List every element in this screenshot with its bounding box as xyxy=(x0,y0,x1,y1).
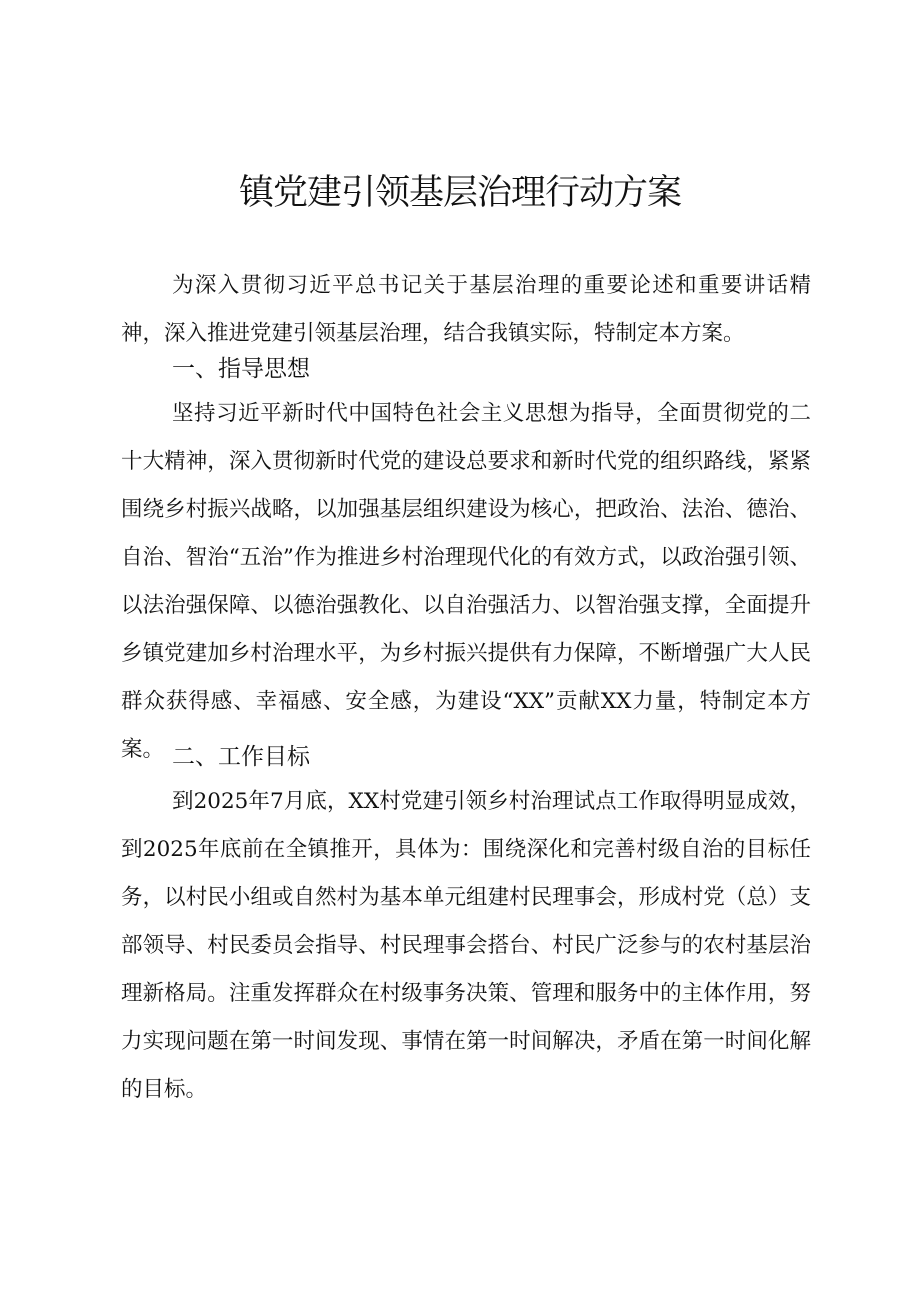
intro-paragraph: 为深入贯彻习近平总书记关于基层治理的重要论述和重要讲话精神，深入推进党建引领基层治理，结合我镇实际，特制定本方案。 xyxy=(121,273,811,346)
document-title: 镇党建引领基层治理行动方案 xyxy=(238,173,681,213)
section-heading-guiding-ideology: 一、指导思想 xyxy=(172,356,310,382)
section-body-guiding-ideology: 坚持习近平新时代中国特色社会主义思想为指导，全面贯彻党的二十大精神，深入贯彻新时代党的建设总要求和新时代党的组织路线，紧紧围绕乡村振兴战略，以加强基层组织建设为核心，把政治、法治、德治、自治、智治“五治”作为推进乡村治理现代化的有效方式，以政治强引领、以法治强保障、以德治强教化、以自治强活力、以智治强支撑，全面提升乡镇党建加乡村治理水平，为乡村振兴提供有力保障，不断增强广大人民群众获得感、幸福感、安全感，为建设“XX”贡献XX力量，特制定本方案。 xyxy=(121,401,811,762)
section-heading-work-goals: 二、工作目标 xyxy=(172,744,310,770)
section-body-work-goals: 到2025年7月底，XX村党建引领乡村治理试点工作取得明显成效，到2025年底前在全镇推开，具体为：围绕深化和完善村级自治的目标任务，以村民小组或自然村为基本单元组建村民理事会，形成村党（总）支部领导、村民委员会指导、村民理事会搭台、村民广泛参与的农村基层治理新格局。注重发挥群众在村级事务决策、管理和服务中的主体作用，努力实现问题在第一时间发现、事情在第一时间解决，矛盾在第一时间化解的目标。 xyxy=(121,789,811,1102)
